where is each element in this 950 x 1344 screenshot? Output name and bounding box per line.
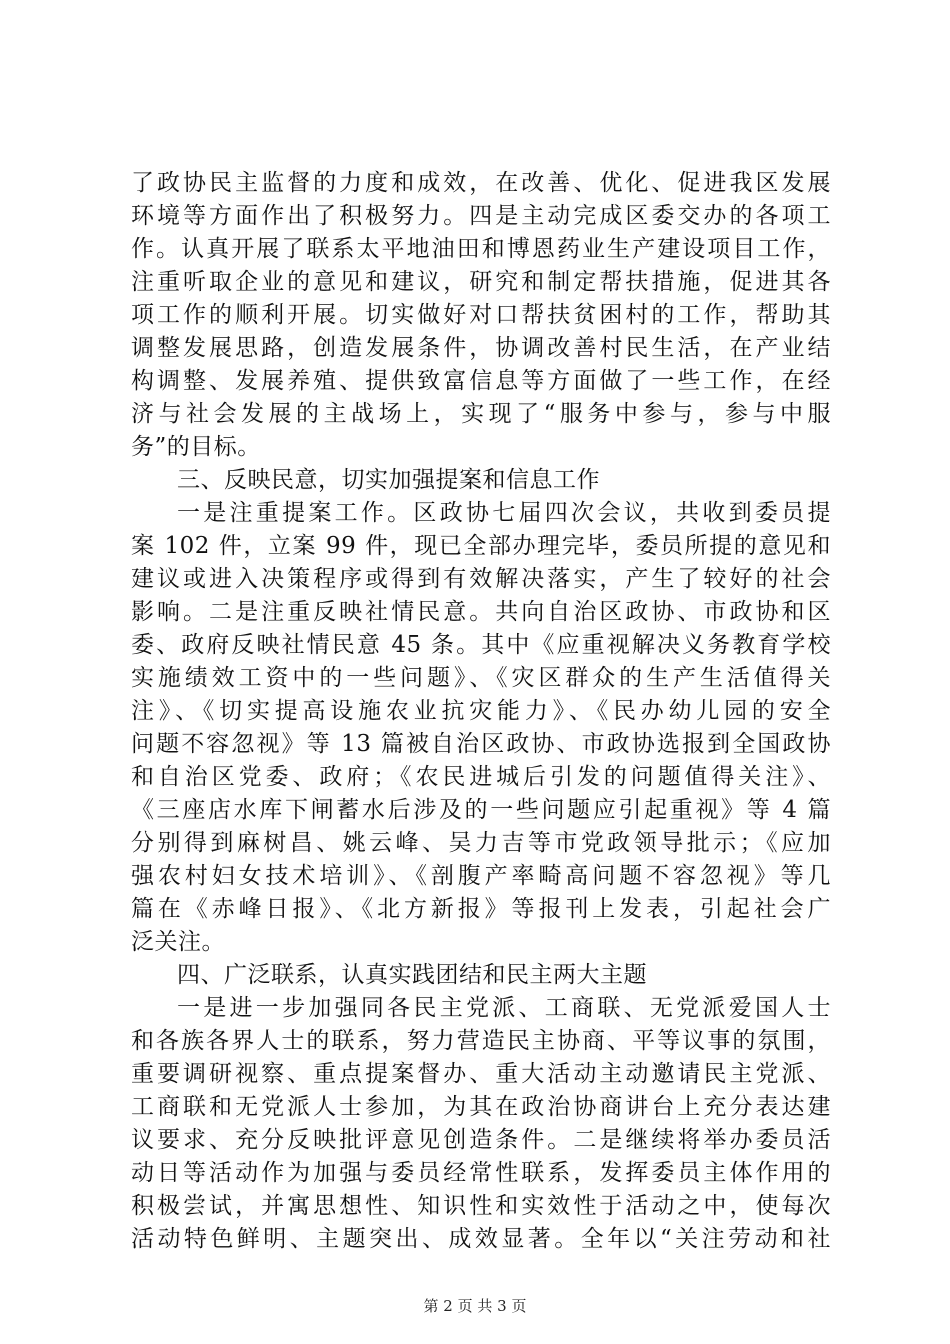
document-body [131, 167, 831, 1256]
text-line: 务”的目标。 [131, 434, 261, 460]
text-line: 分别得到麻树昌、姚云峰、吴力吉等市党政领导批示；《应加 [131, 830, 831, 856]
text-line: 调整发展思路，创造发展条件，协调改善村民生活，在产业结 [131, 335, 831, 361]
text-line: 注重听取企业的意见和建议，研究和制定帮扶措施，促进其各 [131, 269, 831, 295]
section-heading: 三、反映民意，切实加强提案和信息工作 [177, 467, 600, 493]
text-line: 注》、《切实提高设施农业抗灾能力》、《民办幼儿园的安全 [131, 698, 831, 724]
text-line: 工商联和无党派人士参加，为其在政治协商讲台上充分表达建 [131, 1094, 831, 1120]
text-line: 建议或进入决策程序或得到有效解决落实，产生了较好的社会 [131, 566, 831, 592]
text-line: 实施绩效工资中的一些问题》、《灾区群众的生产生活值得关 [131, 665, 831, 691]
text-line: 构调整、发展养殖、提供致富信息等方面做了一些工作，在经 [131, 368, 831, 394]
text-line: 一是注重提案工作。区政协七届四次会议，共收到委员提 [177, 500, 831, 526]
text-line: 影响。二是注重反映社情民意。共向自治区政协、市政协和区 [131, 599, 831, 625]
text-line: 一是进一步加强同各民主党派、工商联、无党派爱国人士 [177, 995, 831, 1021]
text-line: 积极尝试，并寓思想性、知识性和实效性于活动之中，使每次 [131, 1193, 831, 1219]
text-line: 了政协民主监督的力度和成效，在改善、优化、促进我区发展 [131, 170, 831, 196]
text-line: 强农村妇女技术培训》、《剖腹产率畸高问题不容忽视》等几 [131, 863, 831, 889]
text-line: 《三座店水库下闸蓄水后涉及的一些问题应引起重视》等 4 篇 [131, 797, 831, 823]
text-line: 泛关注。 [131, 929, 225, 955]
text-line: 和各族各界人士的联系，努力营造民主协商、平等议事的氛围， [131, 1028, 831, 1054]
text-line: 委、政府反映社情民意 45 条。其中《应重视解决义务教育学校 [131, 632, 831, 658]
text-line: 篇在《赤峰日报》、《北方新报》等报刊上发表，引起社会广 [131, 896, 831, 922]
text-line: 活动特色鲜明、主题突出、成效显著。全年以“关注劳动和社 [131, 1226, 831, 1252]
text-line: 环境等方面作出了积极努力。四是主动完成区委交办的各项工 [131, 203, 831, 229]
text-line: 案 102 件，立案 99 件，现已全部办理完毕，委员所提的意见和 [131, 533, 831, 559]
page-footer: 第 2 页 共 3 页 [423, 1297, 527, 1315]
section-heading: 四、广泛联系，认真实践团结和民主两大主题 [177, 962, 647, 988]
text-line: 济与社会发展的主战场上，实现了“服务中参与，参与中服 [131, 401, 831, 427]
text-line: 和自治区党委、政府；《农民进城后引发的问题值得关注》、 [131, 764, 831, 790]
text-line: 议要求、充分反映批评意见创造条件。二是继续将举办委员活 [131, 1127, 831, 1153]
text-line: 作。认真开展了联系太平地油田和博恩药业生产建设项目工作， [131, 236, 831, 262]
text-line: 项工作的顺利开展。切实做好对口帮扶贫困村的工作，帮助其 [131, 302, 831, 328]
text-line: 问题不容忽视》等 13 篇被自治区政协、市政协选报到全国政协 [131, 731, 831, 757]
text-line: 重要调研视察、重点提案督办、重大活动主动邀请民主党派、 [131, 1061, 831, 1087]
text-line: 动日等活动作为加强与委员经常性联系，发挥委员主体作用的 [131, 1160, 831, 1186]
